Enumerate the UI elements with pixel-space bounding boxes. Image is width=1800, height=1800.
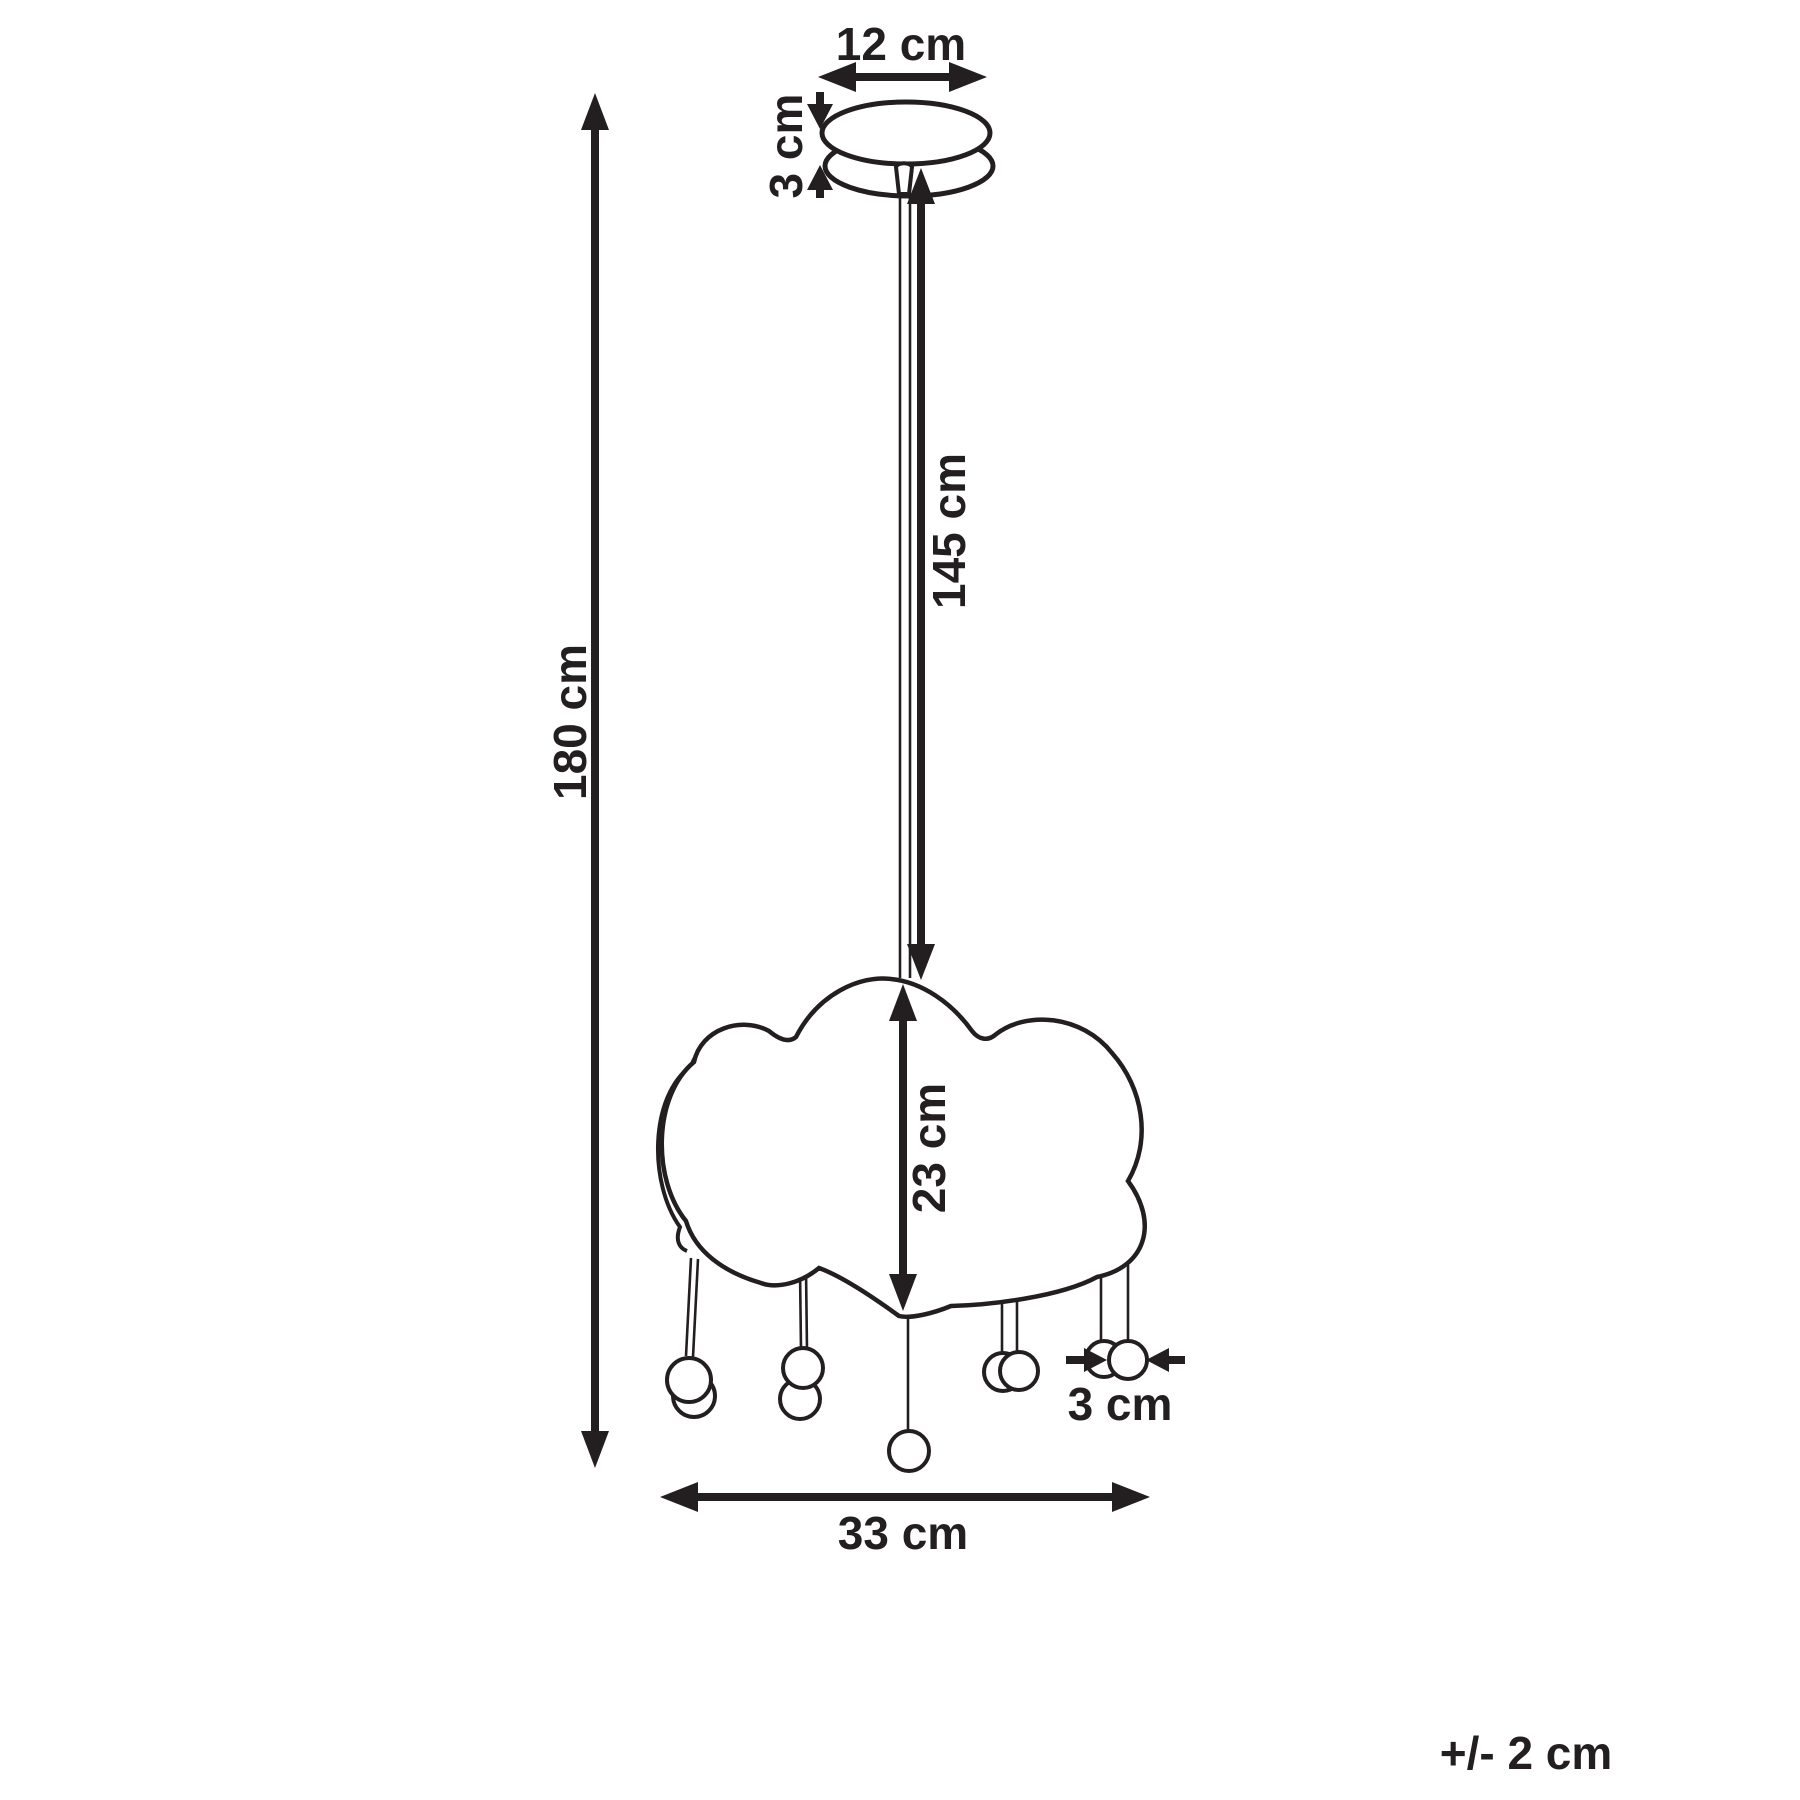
hanging-ball bbox=[1000, 1352, 1038, 1390]
hanging-ball bbox=[1109, 1341, 1147, 1379]
hanging-ball bbox=[889, 1431, 929, 1471]
dim-label-shade-width: 33 cm bbox=[837, 1507, 969, 1559]
dim-label-cord-length: 145 cm bbox=[923, 452, 975, 610]
dim-label-ball-diameter: 3 cm bbox=[1067, 1378, 1173, 1430]
dim-label-total-height: 180 cm bbox=[544, 643, 596, 801]
dim-label-canopy-width: 12 cm bbox=[835, 18, 967, 70]
ball-string-1 bbox=[686, 1258, 698, 1357]
hanging-ball bbox=[783, 1348, 823, 1388]
ball-string-2 bbox=[800, 1270, 807, 1350]
tolerance-note: +/- 2 cm bbox=[1439, 1727, 1613, 1779]
dim-label-canopy-height: 3 cm bbox=[760, 93, 812, 199]
suspension-cord bbox=[900, 194, 910, 978]
dim-label-shade-height: 23 cm bbox=[903, 1082, 955, 1214]
cord-grip bbox=[896, 163, 912, 194]
hanging-ball bbox=[667, 1358, 711, 1402]
